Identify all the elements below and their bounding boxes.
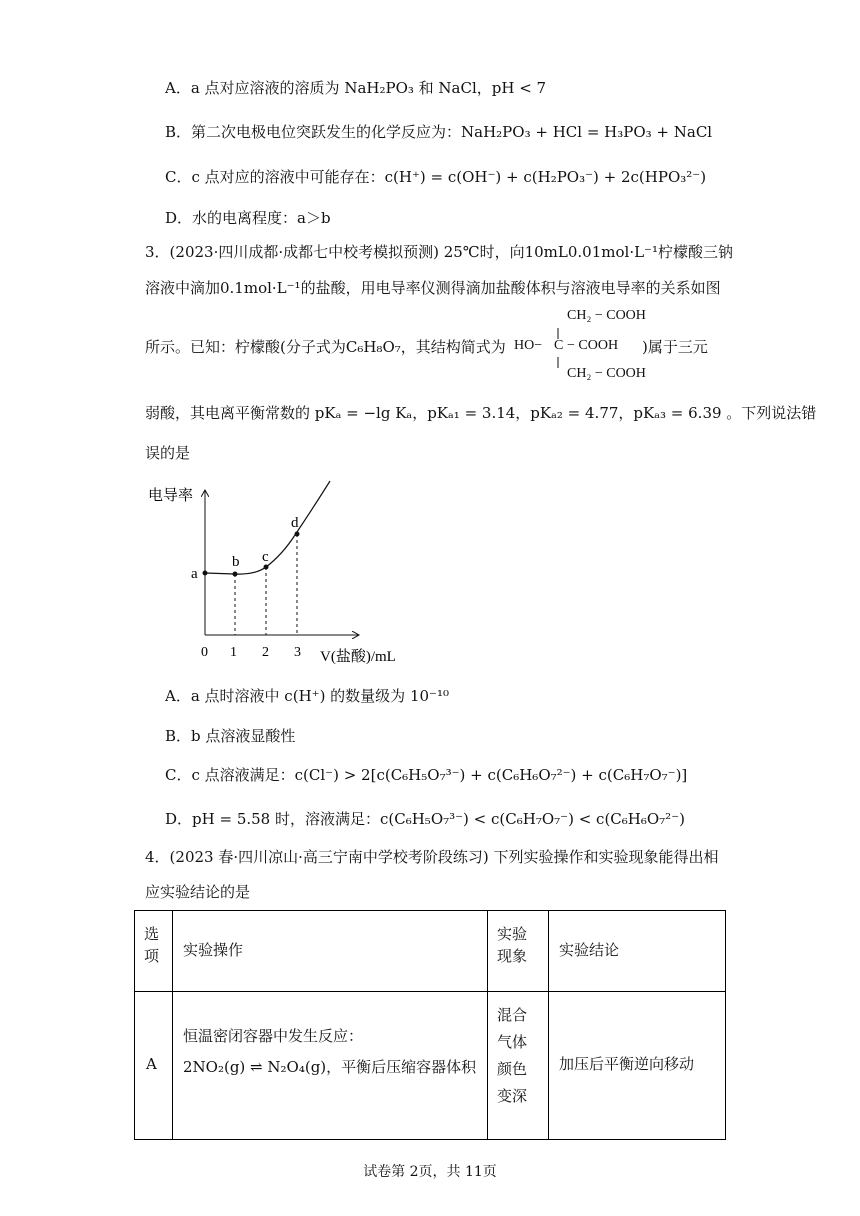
structure-mid-right: − COOH xyxy=(567,338,619,353)
header-phenomenon: 实验现象 xyxy=(497,925,528,965)
point-b xyxy=(233,572,238,577)
header-option: 选项 xyxy=(144,925,160,965)
row-a-option: A xyxy=(146,1055,157,1073)
y-axis-label: 电导率 xyxy=(148,488,194,504)
q2-option-b: B．第二次电极电位突跃发生的化学反应为：NaH₂PO₃ + HCl = H₃PO₃ + NaCl xyxy=(165,123,713,141)
q4-stem-line2: 应实验结论的是 xyxy=(145,883,251,901)
q3-stem-line4: 弱酸，其电离平衡常数的 pKₐ = −lg Kₐ，pKₐ₁ = 3.14，pKₐ₂ = 4.77，pKₐ₃ = 6.39 。下列说法错 xyxy=(145,404,817,422)
q3-stem-line1: 3．(2023·四川成都·成都七中校考模拟预测) 25℃时，向10mL0.01mol·L⁻¹柠檬酸三钠 xyxy=(145,243,733,261)
structure-top: CH₂ − COOH xyxy=(567,308,646,323)
label-a: a xyxy=(191,566,198,582)
row-a-phenomenon: 混合气体颜色变深 xyxy=(497,1006,528,1105)
q2-option-a: A．a 点对应溶液的溶质为 NaH₂PO₃ 和 NaCl，pH < 7 xyxy=(165,79,547,97)
q3-stem-line3a: 所示。已知：柠檬酸(分子式为C₆H₈O₇，其结构简式为 xyxy=(145,338,506,356)
label-c: c xyxy=(262,549,269,565)
page-footer: 试卷第 2页，共 11页 xyxy=(363,1164,497,1180)
row-a-conclusion: 加压后平衡逆向移动 xyxy=(559,1055,695,1073)
header-operation: 实验操作 xyxy=(183,941,244,959)
x-tick-3: 3 xyxy=(294,645,301,660)
x-tick-1: 1 xyxy=(230,645,237,660)
row-a-operation-2: 2NO₂(g) ⇌ N₂O₄(g)，平衡后压缩容器体积 xyxy=(183,1058,477,1076)
label-b: b xyxy=(232,554,240,570)
q3-option-a: A．a 点时溶液中 c(H⁺) 的数量级为 10⁻¹⁰ xyxy=(165,687,449,705)
q3-option-b: B．b 点溶液显酸性 xyxy=(165,727,296,745)
structure-bottom: CH₂ − COOH xyxy=(567,366,646,381)
citric-acid-structure xyxy=(514,308,674,388)
structure-bonds xyxy=(514,308,674,388)
q3-stem-line5: 误的是 xyxy=(145,444,191,462)
q2-option-d: D．水的电离程度：a＞b xyxy=(165,209,331,227)
point-c xyxy=(264,565,269,570)
header-conclusion: 实验结论 xyxy=(559,941,620,959)
q3-stem-line3b: )属于三元 xyxy=(642,338,708,356)
structure-mid-left: HO− xyxy=(514,338,543,353)
point-d xyxy=(295,532,300,537)
row-a-operation-1: 恒温密闭容器中发生反应： xyxy=(183,1027,364,1045)
q4-stem-line1: 4．(2023 春·四川凉山·高三宁南中学校考阶段练习) 下列实验操作和实验现象能得出相 xyxy=(145,848,719,866)
x-tick-0: 0 xyxy=(201,645,208,660)
q3-option-c: C．c 点溶液满足：c(Cl⁻) > 2[c(C₆H₅O₇³⁻) + c(C₆H₆O₇²⁻) + c(C₆H₇O₇⁻)] xyxy=(165,766,688,784)
q3-option-d: D．pH = 5.58 时，溶液满足：c(C₆H₅O₇³⁻) < c(C₆H₇O₇⁻) < c(C₆H₆O₇²⁻) xyxy=(165,810,685,828)
x-tick-2: 2 xyxy=(262,645,269,660)
label-d: d xyxy=(291,515,299,531)
x-axis-label: V(盐酸)/mL xyxy=(320,649,396,665)
q3-stem-line2: 溶液中滴加0.1mol·L⁻¹的盐酸，用电导率仪测得滴加盐酸体积与溶液电导率的关系如图 xyxy=(145,279,721,297)
point-a xyxy=(203,571,208,576)
conductivity-graph xyxy=(140,475,420,675)
experiment-table xyxy=(134,910,726,1140)
structure-mid-c: C xyxy=(554,338,564,353)
q2-option-c: C．c 点对应的溶液中可能存在：c(H⁺) = c(OH⁻) + c(H₂PO₃⁻) + 2c(HPO₃²⁻) xyxy=(165,168,707,186)
